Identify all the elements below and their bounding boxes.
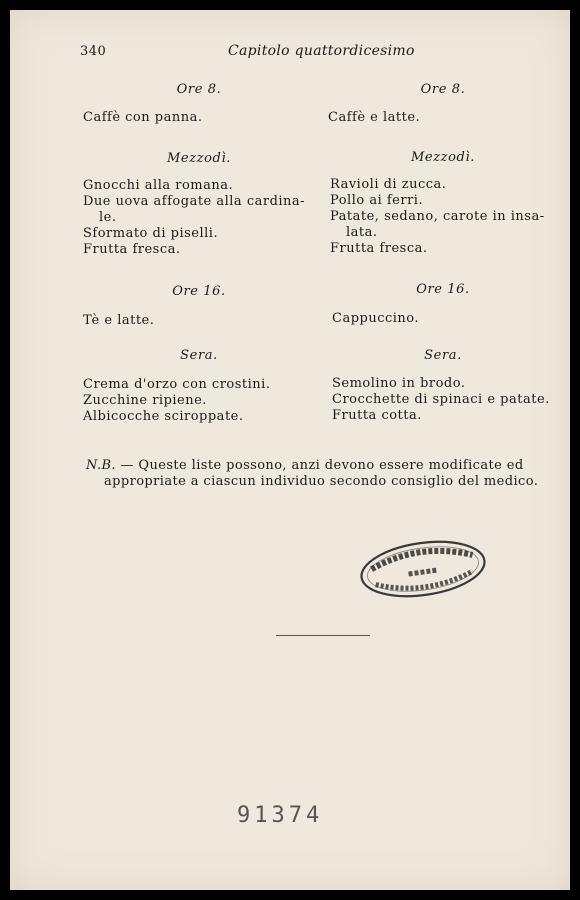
section-divider: [276, 635, 370, 636]
right-afternoon-item: Cappuccino.: [332, 311, 420, 326]
left-evening-heading: Sera.: [180, 348, 218, 363]
left-noon-item: Gnocchi alla romana.: [83, 178, 234, 193]
book-page: [10, 10, 570, 890]
left-evening-item: Albicocche sciroppate.: [83, 409, 244, 424]
right-evening-item: Semolino in brodo.: [332, 376, 466, 391]
page-number: 340: [80, 44, 107, 59]
note-label: N.B.: [86, 458, 116, 473]
left-morning-item: Caffè con panna.: [83, 110, 203, 125]
note-text-1: — Queste liste possono, anzi devono essere modificate ed: [115, 458, 524, 473]
running-head: Capitolo quattordicesimo: [228, 43, 415, 59]
right-noon-item: Patate, sedano, carote in insa-: [330, 209, 545, 224]
right-noon-heading: Mezzodì.: [411, 150, 475, 165]
left-noon-item: Sformato di piselli.: [83, 226, 219, 241]
right-morning-item: Caffè e latte.: [328, 110, 421, 125]
right-evening-item: Frutta cotta.: [332, 408, 422, 423]
right-noon-item: Ravioli di zucca.: [330, 177, 447, 192]
right-noon-item: Pollo ai ferri.: [330, 193, 424, 208]
left-evening-item: Crema d'orzo con crostini.: [83, 377, 271, 392]
library-stamp-icon: [355, 531, 492, 607]
left-afternoon-heading: Ore 16.: [172, 284, 226, 299]
right-evening-item: Crocchette di spinaci e patate.: [332, 392, 550, 407]
library-stamp: [355, 531, 492, 607]
right-afternoon-heading: Ore 16.: [416, 282, 470, 297]
right-morning-heading: Ore 8.: [420, 82, 466, 97]
left-noon-item: Due uova affogate alla cardina-: [83, 194, 306, 209]
left-noon-heading: Mezzodì.: [167, 151, 231, 166]
right-noon-item: lata.: [346, 225, 378, 240]
right-noon-item: Frutta fresca.: [330, 241, 428, 256]
note-line-2: appropriate a ciascun individuo secondo consiglio del medico.: [104, 474, 539, 489]
inventory-number: 91374: [237, 803, 324, 828]
left-noon-item: le.: [99, 210, 117, 225]
note-line-1: [86, 458, 524, 474]
left-evening-item: Zucchine ripiene.: [83, 393, 207, 408]
left-morning-heading: Ore 8.: [176, 82, 222, 97]
right-evening-heading: Sera.: [424, 348, 462, 363]
left-afternoon-item: Tè e latte.: [83, 313, 155, 328]
left-noon-item: Frutta fresca.: [83, 242, 181, 257]
